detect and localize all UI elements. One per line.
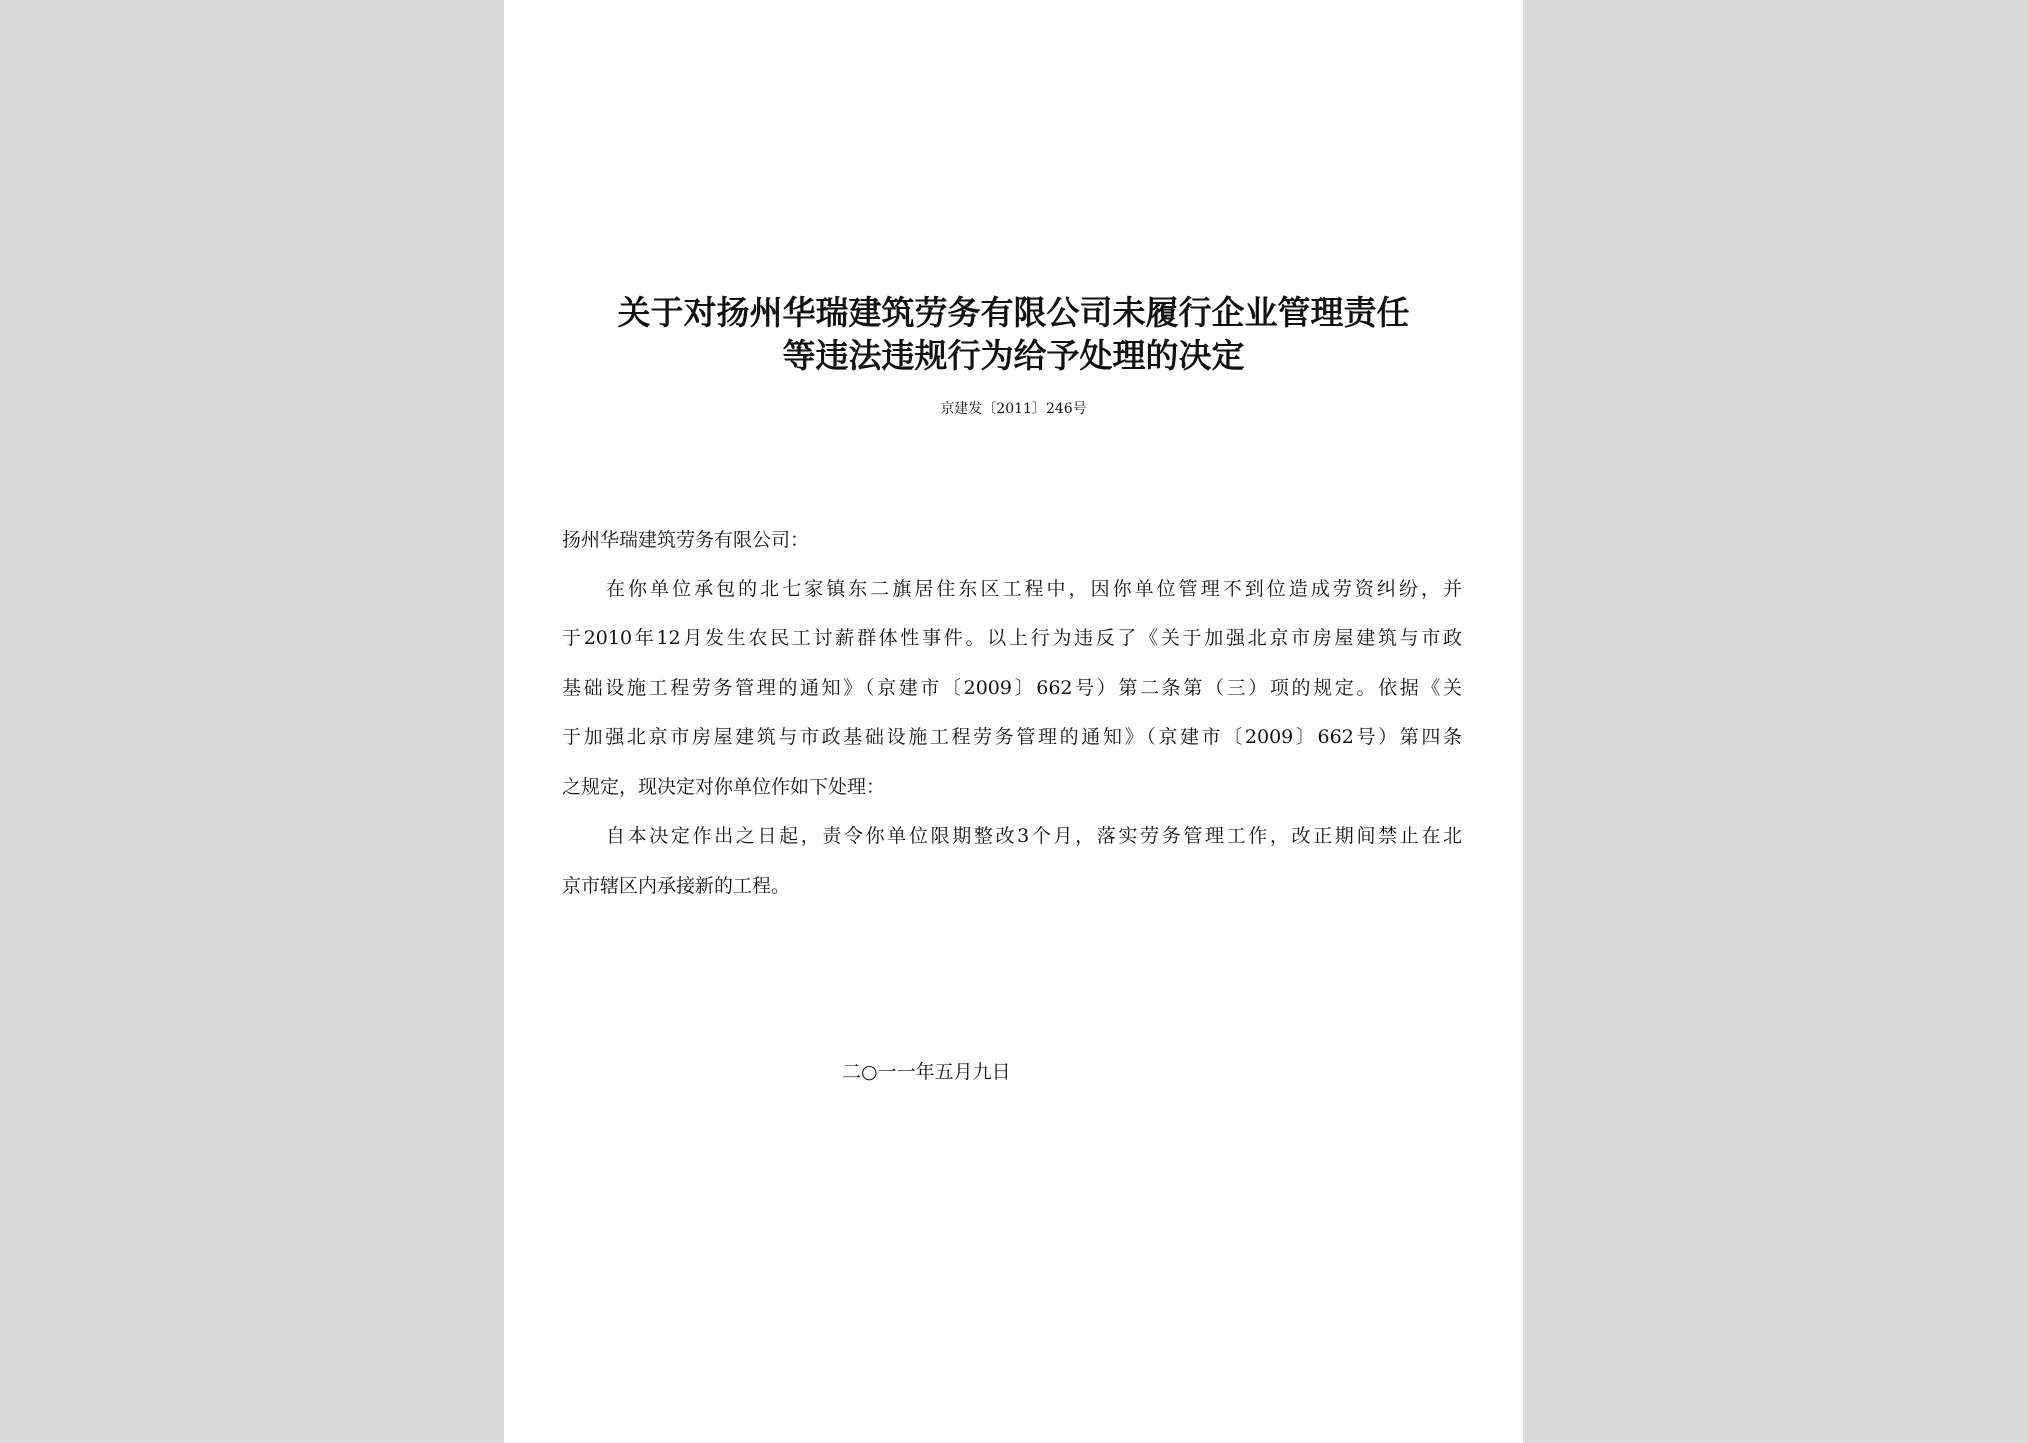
document-page [504, 0, 1523, 1443]
document-number: 京建发〔2011〕246号 [940, 401, 1087, 417]
document-date: 二○一一年五月九日 [842, 1061, 1011, 1083]
document-title-line-2: 等违法违规行为给予处理的决定 [782, 336, 1245, 375]
addressee: 扬州华瑞建筑劳务有限公司： [562, 529, 810, 551]
body-line-1: 在你单位承包的北七家镇东二旗居住东区工程中，因你单位管理不到位造成劳资纠纷，并 [606, 578, 1462, 600]
document-title-line-1: 关于对扬州华瑞建筑劳务有限公司未履行企业管理责任 [617, 293, 1410, 332]
body-line-6: 自本决定作出之日起，责令你单位限期整改3个月，落实劳务管理工作，改正期间禁止在北 [606, 825, 1462, 847]
body-line-4: 于加强北京市房屋建筑与市政基础设施工程劳务管理的通知》（京建市〔2009〕662号）第四条 [562, 726, 1462, 748]
body-line-5: 之规定，现决定对你单位作如下处理： [562, 776, 886, 798]
body-line-2: 于2010年12月发生农民工讨薪群体性事件。以上行为违反了《关于加强北京市房屋建筑与市政 [562, 627, 1462, 649]
body-line-3: 基础设施工程劳务管理的通知》（京建市〔2009〕662号）第二条第（三）项的规定。依据《关 [562, 677, 1462, 699]
body-line-7: 京市辖区内承接新的工程。 [562, 875, 791, 897]
